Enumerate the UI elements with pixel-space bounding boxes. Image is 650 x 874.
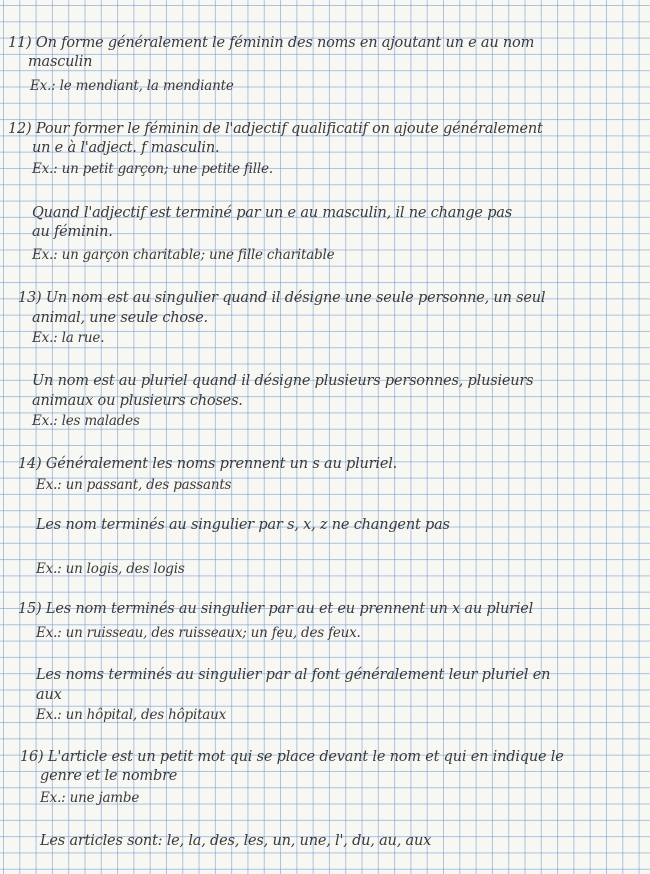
rule-12-line-3: Quand l'adjectif est terminé par un e au masculin, il ne change pas <box>32 205 512 221</box>
rule-13-line-1: 13) Un nom est au singulier quand il désigne une seule personne, un seul <box>18 290 546 306</box>
rule-14-example: Ex.: un passant, des passants <box>36 477 232 493</box>
rule-13-line-4: animaux ou plusieurs choses. <box>32 393 243 409</box>
rule-12-example-2: Ex.: un garçon charitable; une fille charitable <box>32 247 335 263</box>
rule-15-line-2: Les noms terminés au singulier par al font généralement leur pluriel en <box>36 667 551 683</box>
rule-11-line-1: 11) On forme généralement le féminin des noms en ajoutant un e au nom <box>8 35 535 51</box>
rule-13-line-2: animal, une seule chose. <box>32 310 208 326</box>
rule-15-example-2: Ex.: un hôpital, des hôpitaux <box>36 707 227 723</box>
rule-12-line-1: 12) Pour former le féminin de l'adjectif qualificatif on ajoute généralement <box>8 121 543 137</box>
rule-14-line-1: 14) Généralement les noms prennent un s au pluriel. <box>18 456 398 472</box>
rule-12-line-4: au féminin. <box>32 224 113 240</box>
rule-13-example: Ex.: la rue. <box>32 330 105 346</box>
rule-15-line-3: aux <box>36 687 62 703</box>
rule-16-line-1: 16) L'article est un petit mot qui se place devant le nom et qui en indique le <box>20 749 564 765</box>
rule-11-example: Ex.: le mendiant, la mendiante <box>30 78 234 94</box>
rule-16-line-2: genre et le nombre <box>40 768 178 784</box>
rule-16-example: Ex.: une jambe <box>40 790 140 806</box>
rule-13-line-3: Un nom est au pluriel quand il désigne plusieurs personnes, plusieurs <box>32 373 534 389</box>
rule-13-example-2: Ex.: les malades <box>32 413 140 429</box>
rule-12-example: Ex.: un petit garçon; une petite fille. <box>32 161 273 177</box>
rule-15-example: Ex.: un ruisseau, des ruisseaux; un feu, des feux. <box>36 625 361 641</box>
rule-15-line-1: 15) Les nom terminés au singulier par au et eu prennent un x au pluriel <box>18 601 534 617</box>
rule-16-line-3: Les articles sont: le, la, des, les, un, une, l', du, au, aux <box>40 833 432 849</box>
rule-11-line-2: masculin <box>28 54 93 70</box>
rule-12-line-2: un e à l'adject. f masculin. <box>32 140 220 156</box>
rule-14-example-2: Ex.: un logis, des logis <box>36 561 185 577</box>
rule-14-line-2: Les nom terminés au singulier par s, x, z ne changent pas <box>36 517 450 533</box>
